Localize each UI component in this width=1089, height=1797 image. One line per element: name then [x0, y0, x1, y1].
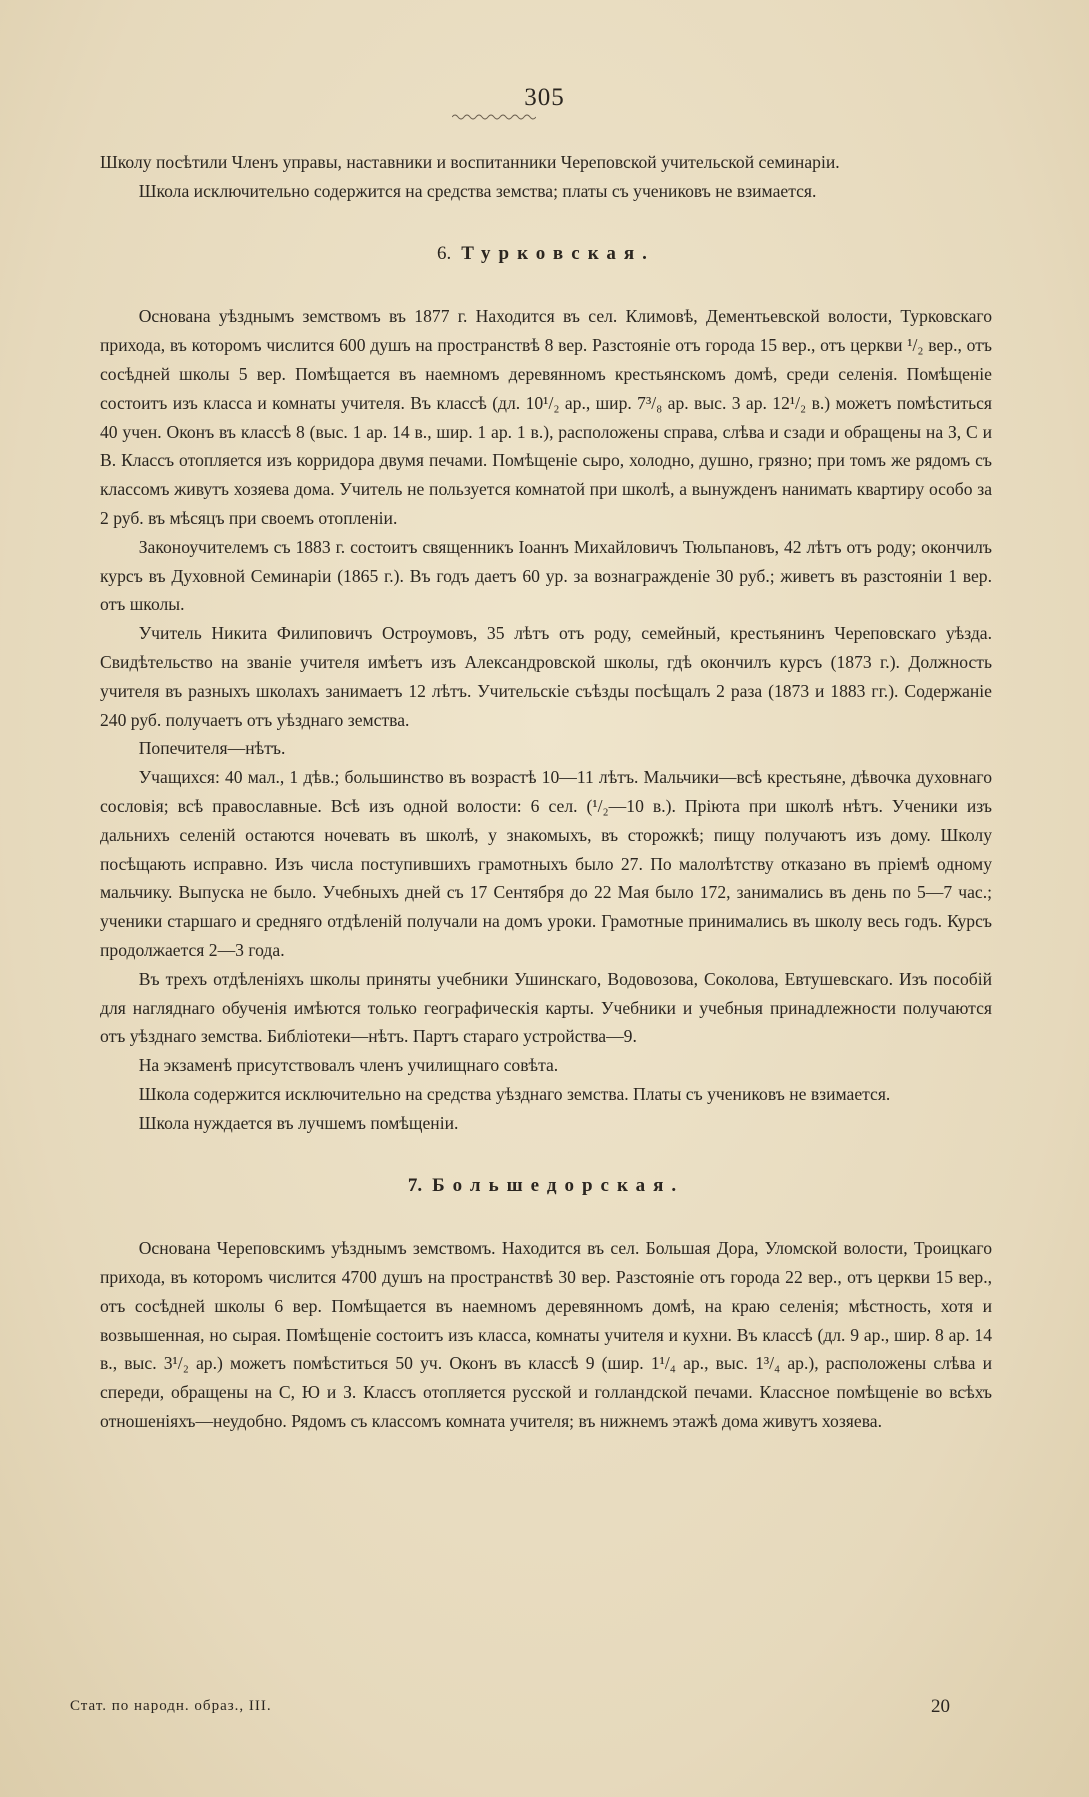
- page-number-ornament: [452, 113, 536, 121]
- section-number: 6.: [437, 242, 452, 264]
- page-footer: [70, 1698, 950, 1715]
- paragraph: Учащихся: 40 мал., 1 дѣв.; большинство въ возрастѣ 10—11 лѣтъ. Мальчики—всѣ крестьяне, дѣвочка духовнаго сословія; всѣ православные. Всѣ изъ одной волости: 6 сел. (¹/₂—10 в.). Пріюта при школѣ нѣтъ. Ученики изъ дальнихъ селеній остаются ночевать въ школѣ, у знакомыхъ, въ сторожкѣ; пищу получаютъ изъ дому. Школу посѣщають исправно. Изъ числа поступившихъ грамотныхъ было 27. По малолѣтству отказано въ пріемѣ одному мальчику. Выпуска не было. Учебныхъ дней съ 17 Сентября до 22 Мая было 172, занимались въ день по 5—7 час.; ученики старшаго и средняго отдѣленій получали на домъ уроки. Грамотные принимались въ школу весь годъ. Курсъ продолжается 2—3 года.: [100, 767, 992, 960]
- section-title: Турковская.: [461, 242, 655, 264]
- paragraph: Учитель Никита Филиповичъ Остроумовъ, 35 лѣтъ отъ роду, семейный, крестьянинъ Череповскаго уѣзда. Свидѣтельство на званіе учителя имѣетъ изъ Александровской школы, гдѣ окончилъ курсъ (1873 г.). Должность учителя въ разныхъ школахъ занимаетъ 12 лѣтъ. Учительскіе съѣзды посѣщалъ 2 раза (1873 и 1883 гг.). Содержаніе 240 руб. получаетъ отъ уѣзднаго земства.: [100, 623, 992, 730]
- paragraph: Основана Череповскимъ уѣзднымъ земствомъ. Находится въ сел. Большая Дора, Уломской волости, Троицкаго прихода, въ которомъ числится 4700 душъ на пространствѣ 30 вер. Разстояніе отъ города 22 вер., отъ церкви 15 вер., отъ сосѣдней школы 6 вер. Помѣщается въ наемномъ деревянномъ домѣ, на краю селенія; мѣстность, хотя и возвышенная, но сырая. Помѣщеніе состоитъ изъ класса, комнаты учителя и кухни. Въ классѣ (дл. 9 ар., шир. 8 ар. 14 в., выс. 3¹/₂ ар.) можетъ помѣститься 50 уч. Оконъ въ классѣ 9 (шир. 1¹/₄ ар., выс. 1³/₄ ар.), расположены слѣва и спереди, обращены на С, Ю и З. Классъ отопляется русской и голландской печами. Классное помѣщеніе во всѣхъ отношеніяхъ—неудобно. Рядомъ съ классомъ комната учителя; въ нижнемъ этажѣ дома живутъ хозяева.: [100, 1238, 992, 1432]
- signature-mark: 20: [931, 1696, 950, 1717]
- section-heading: [100, 1172, 992, 1201]
- paragraph: Школа нуждается въ лучшемъ помѣщеніи.: [138, 1112, 459, 1133]
- paragraph: Въ трехъ отдѣленіяхъ школы приняты учебники Ушинскаго, Водовозова, Соколова, Евтушевскаго. Изъ пособій для нагляднаго обученія имѣются только географическія карты. Учебники и учебныя принадлежности получаются отъ уѣзднаго земства. Библіотеки—нѣтъ. Партъ стараго устройства—9.: [100, 968, 992, 1047]
- section-number: 7.: [407, 1174, 423, 1196]
- paragraph: На экзаменѣ присутствовалъ членъ училищнаго совѣта.: [138, 1055, 559, 1076]
- section-heading: [100, 240, 992, 269]
- intro-paragraph: Школа исключительно содержится на средства земства; платы съ учениковъ не взимается.: [138, 180, 817, 201]
- paragraph: Основана уѣзднымъ земствомъ въ 1877 г. Находится въ сел. Климовѣ, Дементьевской волости, Турковскаго прихода, въ которомъ числится 600 душъ на пространствѣ 8 вер. Разстояніе отъ города 15 вер., отъ церкви ¹/₂ вер., отъ сосѣдней школы 5 вер. Помѣщается въ наемномъ деревянномъ крестьянскомъ домѣ, среди селенія. Помѣщеніе состоитъ изъ класса и комнаты учителя. Въ классѣ (дл. 10¹/₂ ар., шир. 7³/₈ ар. выс. 3 ар. 12¹/₂ в.) можетъ помѣститься 40 учен. Оконъ въ классѣ 8 (выс. 1 ар. 14 в., шир. 1 ар. 1 в.), расположены справа, слѣва и сзади и обращены на З, С и В. Классъ отопляется изъ корридора двумя печами. Помѣщеніе сыро, холодно, душно, грязно; при томъ же рядомъ съ классомъ живутъ хозяева дома. Учитель не пользуется комнатой при школѣ, а вынужденъ нанимать квартиру особо за 2 руб. въ мѣсяцъ при своемъ отопленіи.: [100, 306, 992, 528]
- paragraph: Законоучителемъ съ 1883 г. состоитъ священникъ Іоаннъ Михайловичъ Тюльпановъ, 42 лѣтъ отъ роду; окончилъ курсъ въ Духовной Семинаріи (1865 г.). Въ годъ даетъ 60 ур. за вознагражденіе 30 руб.; живетъ въ разстояніи 1 вер. отъ школы.: [100, 536, 992, 615]
- intro-paragraph: Школу посѣтили Членъ управы, наставники и воспитанники Череповской учительской семинаріи.: [100, 152, 840, 172]
- paragraph: Попечителя—нѣтъ.: [138, 738, 286, 759]
- page-number: 305: [524, 84, 565, 111]
- page-body: [100, 148, 992, 1436]
- footer-text: Стат. по народн. образ., III.: [70, 1698, 272, 1714]
- paragraph: Школа содержится исключительно на средства уѣзднаго земства. Платы съ учениковъ не взимается.: [138, 1083, 891, 1104]
- section-title: Большедорская.: [432, 1174, 685, 1196]
